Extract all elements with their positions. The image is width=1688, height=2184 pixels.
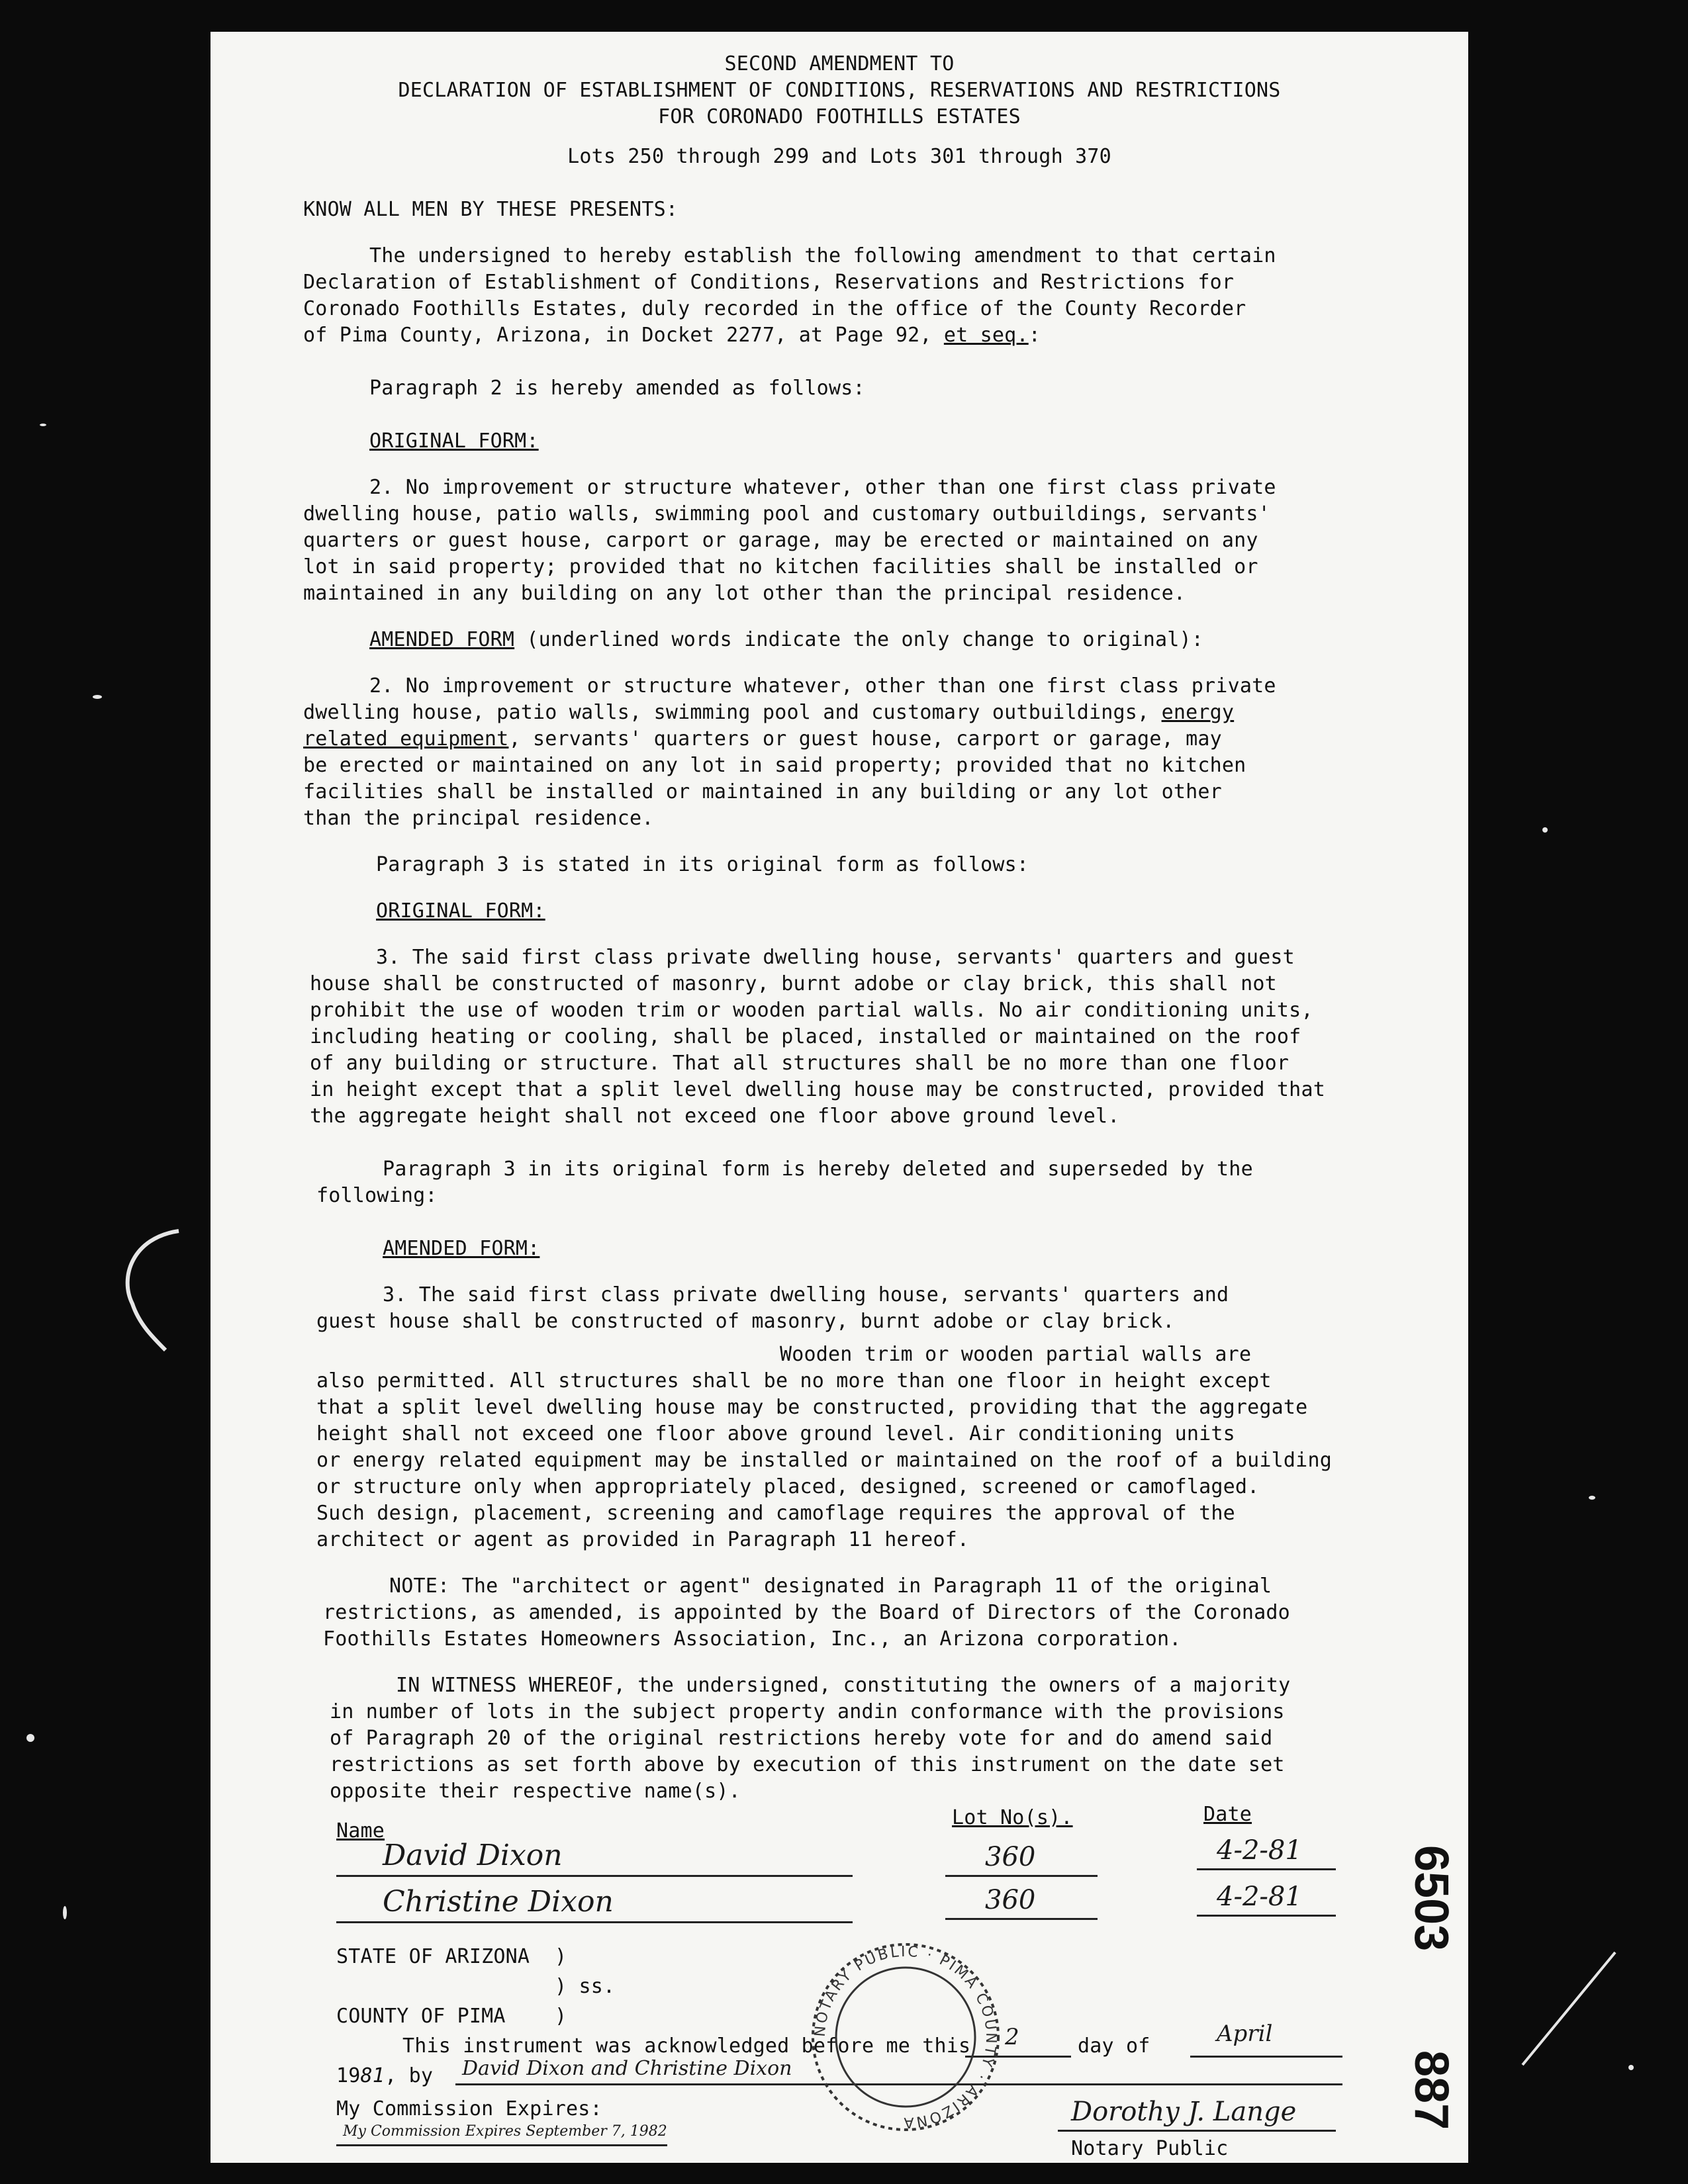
scan-speck [1589, 1496, 1595, 1500]
note-line: NOTE: The "architect or agent" designated in Paragraph 11 of the original [389, 1574, 1272, 1598]
signature-line [336, 1875, 853, 1877]
intro-last-text: of Pima County, Arizona, in Docket 2277, at Page 92, [303, 324, 932, 347]
scan-speck [63, 1906, 67, 1919]
para2-amended-line: than the principal residence. [303, 807, 654, 830]
para3-amended-line: 3. The said first class private dwelling house, servants' quarters and [383, 1283, 1229, 1306]
witness-line: of Paragraph 20 of the original restrictions hereby vote for and do amend said [330, 1727, 1273, 1750]
scan-speck [1542, 827, 1548, 833]
para3-original-line: 3. The said first class private dwelling house, servants' quarters and guest [376, 946, 1295, 969]
scan-scratch [93, 1224, 199, 1357]
year-prefix: 19 [336, 2064, 361, 2087]
underlined-energy: energy [1161, 701, 1235, 724]
notary-bracket: ) [555, 2005, 567, 2028]
header-line-3: FOR CORONADO FOOTHILLS ESTATES [658, 105, 1021, 128]
para3-amended-line: guest house shall be constructed of masonry, burnt adobe or clay brick. [316, 1310, 1175, 1333]
scan-speck [93, 695, 102, 699]
para3-amended-line: that a split level dwelling house may be constructed, providing that the aggregate [316, 1396, 1308, 1419]
lot-column-label: Lot No(s). [952, 1806, 1073, 1829]
document-page [211, 32, 1468, 2163]
intro-line: The undersigned to hereby establish the following amendment to that certain [369, 244, 1276, 267]
para2-original-line: 2. No improvement or structure whatever, other than one first class private [369, 476, 1276, 499]
ack-day: 2 [1005, 2024, 1019, 2050]
date-line [1197, 1868, 1336, 1870]
commission-line [336, 2144, 667, 2146]
witness-line: IN WITNESS WHEREOF, the undersigned, constituting the owners of a majority [396, 1674, 1291, 1697]
para2-amended-line2-text: dwelling house, patio walls, swimming pool and customary outbuildings, [303, 701, 1162, 724]
intro-line: Declaration of Establishment of Conditions, Reservations and Restrictions for [303, 271, 1235, 294]
para3-amended-heading: AMENDED FORM: [383, 1237, 540, 1260]
signature-2: Christine Dixon [383, 1885, 614, 1919]
year-line [336, 2064, 433, 2089]
lot-line [945, 1918, 1098, 1920]
para2-amended-line [303, 727, 1222, 752]
scan-speck [40, 424, 46, 426]
para2-amended-line: be erected or maintained on any lot in said property; provided that no kitchen [303, 754, 1246, 777]
para2-amended-heading: AMENDED FORM [369, 628, 515, 651]
lots-line: Lots 250 through 299 and Lots 301 through 370 [567, 145, 1111, 168]
para2-original-line: lot in said property; provided that no kitchen facilities shall be installed or [303, 555, 1258, 578]
salutation: KNOW ALL MEN BY THESE PRESENTS: [303, 198, 679, 221]
para3-amended-indent-line: Wooden trim or wooden partial walls are [780, 1343, 1252, 1366]
notary-public-label: Notary Public [1071, 2137, 1229, 2160]
et-seq: et seq. [943, 324, 1029, 347]
para3-amended-line: or energy related equipment may be installed or maintained on the roof of a building [316, 1449, 1332, 1472]
para2-amended-line: 2. No improvement or structure whatever, other than one first class private [369, 674, 1276, 698]
para3-original-line: of any building or structure. That all structures shall be no more than one floor [310, 1052, 1289, 1075]
para2-original-line: dwelling house, patio walls, swimming pool and customary outbuildings, servants' [303, 502, 1270, 525]
commission-date: My Commission Expires September 7, 1982 [343, 2123, 667, 2140]
para2-original-heading: ORIGINAL FORM: [369, 430, 539, 453]
para3-original-heading: ORIGINAL FORM: [376, 899, 545, 923]
para3-amended-line: Such design, placement, screening and camoflage requires the approval of the [316, 1502, 1235, 1525]
scan-speck [26, 1734, 34, 1742]
by-names: David Dixon and Christine Dixon [462, 2057, 792, 2080]
para2-intro: Paragraph 2 is hereby amended as follows: [369, 377, 865, 400]
commission-label: My Commission Expires: [336, 2097, 602, 2120]
para2-amended-heading-line [369, 627, 1203, 653]
page-number: 887 [1405, 2050, 1458, 2130]
para3-original-line: the aggregate height shall not exceed one floor above ground level. [310, 1105, 1120, 1128]
note-line: restrictions, as amended, is appointed by the Board of Directors of the Coronado [323, 1601, 1290, 1624]
by-label: , by [385, 2064, 434, 2087]
day-of-label: day of [1078, 2034, 1150, 2058]
para3-deleted-line: Paragraph 3 in its original form is hereby deleted and superseded by the [383, 1158, 1253, 1181]
ack-month-line [1190, 2056, 1342, 2058]
notary-ss: ) ss. [555, 1975, 616, 1998]
para2-amended-line3-text: , servants' quarters or guest house, carport or garage, may [508, 727, 1222, 751]
notary-county: COUNTY OF PIMA [336, 2005, 506, 2028]
intro-colon: : [1028, 324, 1041, 347]
date-1: 4-2-81 [1217, 1835, 1302, 1866]
scan-speck [1628, 2065, 1634, 2070]
para3-original-line: including heating or cooling, shall be placed, installed or maintained on the roof [310, 1025, 1301, 1048]
header-line-1: SECOND AMENDMENT TO [724, 52, 955, 75]
witness-line: opposite their respective name(s). [330, 1780, 741, 1803]
header-line-2: DECLARATION OF ESTABLISHMENT OF CONDITIONS, RESERVATIONS AND RESTRICTIONS [398, 79, 1281, 102]
lot-line [945, 1875, 1098, 1877]
signature-1: David Dixon [383, 1839, 563, 1872]
signature-line [336, 1921, 853, 1923]
year-value: 81 [360, 2064, 385, 2087]
lot-1: 360 [985, 1842, 1036, 1872]
note-line: Foothills Estates Homeowners Association, Inc., an Arizona corporation. [323, 1627, 1182, 1651]
para3-intro: Paragraph 3 is stated in its original form as follows: [376, 853, 1029, 876]
para3-amended-line: architect or agent as provided in Paragraph 11 hereof. [316, 1528, 970, 1551]
para2-original-line: quarters or guest house, carport or garage, may be erected or maintained on any [303, 529, 1258, 552]
para2-original-line: maintained in any building on any lot other than the principal residence. [303, 582, 1186, 605]
scan-scratch [1516, 1946, 1622, 2078]
notary-bracket: ) [555, 1945, 567, 1968]
date-2: 4-2-81 [1217, 1882, 1302, 1912]
para3-original-line: prohibit the use of wooden trim or wooden partial walls. No air conditioning units, [310, 999, 1313, 1022]
date-line [1197, 1915, 1336, 1917]
witness-line: in number of lots in the subject property andin conformance with the provisions [330, 1700, 1285, 1723]
para2-amended-line [303, 700, 1234, 725]
seal-text: NOTARY PUBLIC · PIMA COUNTY · ARIZONA [812, 1943, 1000, 2131]
underlined-related-equipment: related equipment [303, 727, 509, 751]
notary-state: STATE OF ARIZONA [336, 1945, 530, 1968]
witness-line: restrictions as set forth above by execution of this instrument on the date set [330, 1753, 1285, 1776]
para2-amended-note: (underlined words indicate the only change to original): [514, 628, 1204, 651]
para3-deleted-line: following: [316, 1184, 438, 1207]
para2-amended-line: facilities shall be installed or maintained in any building or any lot other [303, 780, 1222, 803]
docket-number: 6503 [1405, 1845, 1458, 1952]
notary-seal [806, 1938, 1005, 2136]
ack-month: April [1217, 2021, 1273, 2047]
para3-amended-line: also permitted. All structures shall be no more than one floor in height except [316, 1369, 1272, 1392]
acknowledgment-text: This instrument was acknowledged before me this [402, 2034, 971, 2058]
para3-amended-line: height shall not exceed one floor above ground level. Air conditioning units [316, 1422, 1235, 1445]
notary-signature: Dorothy J. Lange [1071, 2097, 1297, 2127]
date-column-label: Date [1203, 1803, 1252, 1826]
lot-2: 360 [985, 1885, 1036, 1915]
para3-original-line: house shall be constructed of masonry, burnt adobe or clay brick, this shall not [310, 972, 1277, 995]
intro-line [303, 323, 1041, 348]
notary-line [1058, 2130, 1336, 2132]
name-column-label: Name [336, 1819, 385, 1843]
intro-line: Coronado Foothills Estates, duly recorded in the office of the County Recorder [303, 297, 1246, 320]
para3-amended-line: or structure only when appropriately placed, designed, screened or camoflaged. [316, 1475, 1260, 1498]
para3-original-line: in height except that a split level dwelling house may be constructed, provided that [310, 1078, 1325, 1101]
